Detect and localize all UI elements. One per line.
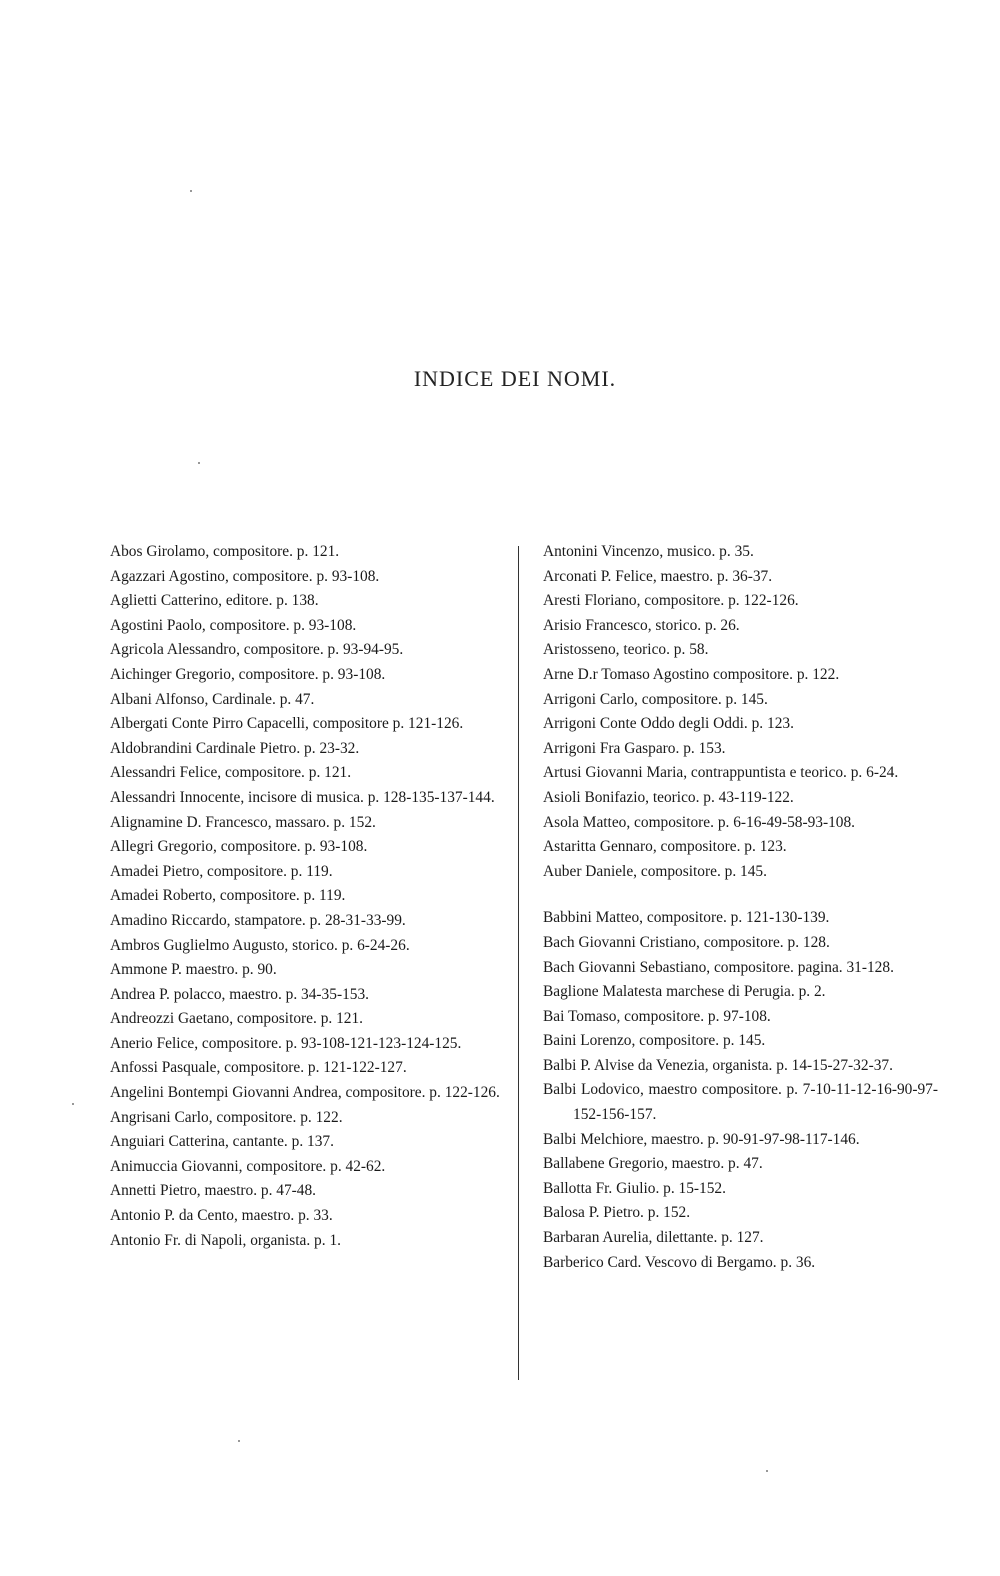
index-entry: Annetti Pietro, maestro. p. 47-48. [110, 1182, 317, 1200]
index-entry: Bai Tomaso, compositore. p. 97-108. [543, 1007, 771, 1025]
page-title: INDICE DEI NOMI. [413, 366, 617, 391]
index-entry: Antonio P. da Cento, maestro. p. 33. [110, 1207, 333, 1225]
index-entry: Artusi Giovanni Maria, contrappuntista e teorico. p. 6-24. [543, 764, 899, 782]
index-column-left [110, 540, 505, 1253]
index-entry: Asola Matteo, compositore. p. 6-16-49-58-93-108. [543, 813, 856, 831]
index-entry: Agricola Alessandro, compositore. p. 93-94-95. [110, 641, 404, 659]
index-entry: Arrigoni Fra Gasparo. p. 153. [543, 739, 726, 757]
index-entry: Balosa P. Pietro. p. 152. [543, 1204, 691, 1222]
index-entry: Angrisani Carlo, compositore. p. 122. [110, 1108, 343, 1126]
index-entry: Astaritta Gennaro, compositore. p. 123. [543, 838, 787, 856]
index-column-right [543, 540, 938, 1275]
index-entry: Agazzari Agostino, compositore. p. 93-108. [110, 567, 380, 585]
index-entry: Ambros Guglielmo Augusto, storico. p. 6-24-26. [110, 936, 410, 954]
index-group-b [543, 906, 938, 1275]
index-entry: Ammone P. maestro. p. 90. [110, 961, 277, 979]
index-entry: Anguiari Catterina, cantante. p. 137. [110, 1133, 334, 1151]
index-entry: Baini Lorenzo, compositore. p. 145. [543, 1032, 766, 1050]
index-entry: Andrea P. polacco, maestro. p. 34-35-153. [110, 985, 370, 1003]
index-entry: Animuccia Giovanni, compositore. p. 42-62. [110, 1157, 386, 1175]
index-entry: Anerio Felice, compositore. p. 93-108-121-123-124-125. [110, 1034, 462, 1052]
index-entry: Anfossi Pasquale, compositore. p. 121-122-127. [110, 1059, 407, 1077]
index-entry: Aichinger Gregorio, compositore. p. 93-108. [110, 665, 386, 683]
scan-speck [72, 1103, 74, 1105]
index-entry: Balbi P. Alvise da Venezia, organista. p. 14-15-27-32-37. [543, 1056, 893, 1074]
index-entry: Bach Giovanni Sebastiano, compositore. pagina. 31-128. [543, 958, 894, 976]
section-gap [543, 884, 938, 906]
index-entry: Amadei Pietro, compositore. p. 119. [110, 862, 333, 880]
index-entry: Albergati Conte Pirro Capacelli, compositore p. 121-126. [110, 715, 464, 733]
index-entry: Babbini Matteo, compositore. p. 121-130-139. [543, 909, 830, 927]
scan-speck [238, 1440, 240, 1442]
scan-speck [766, 1470, 768, 1472]
index-entry: Auber Daniele, compositore. p. 145. [543, 862, 767, 880]
index-entry: Angelini Bontempi Giovanni Andrea, compositore. p. 122-126. [110, 1084, 500, 1102]
index-entry: Alessandri Felice, compositore. p. 121. [110, 764, 352, 782]
index-entry: Aldobrandini Cardinale Pietro. p. 23-32. [110, 739, 360, 757]
index-entry: Arrigoni Conte Oddo degli Oddi. p. 123. [543, 715, 794, 733]
index-entry: Baglione Malatesta marchese di Perugia. p. 2. [543, 983, 826, 1001]
index-entry: Antonini Vincenzo, musico. p. 35. [543, 543, 754, 560]
index-entry: Aresti Floriano, compositore. p. 122-126. [543, 592, 799, 610]
index-entry: Barbaran Aurelia, dilettante. p. 127. [543, 1229, 764, 1247]
index-entry: Allegri Gregorio, compositore. p. 93-108. [110, 838, 368, 856]
index-group-a [543, 540, 938, 884]
index-entry: Aglietti Catterino, editore. p. 138. [110, 592, 319, 610]
index-entry: Albani Alfonso, Cardinale. p. 47. [110, 690, 315, 708]
index-entry: Balbi Lodovico, maestro compositore. p. 7-10-11-12-16-90-97-152-156-157. [543, 1081, 938, 1124]
index-entry: Abos Girolamo, compositore. p. 121. [110, 543, 340, 560]
index-entry: Amadei Roberto, compositore. p. 119. [110, 887, 346, 905]
index-entry: Andreozzi Gaetano, compositore. p. 121. [110, 1010, 364, 1028]
index-entry: Arne D.r Tomaso Agostino compositore. p. 122. [543, 665, 840, 683]
index-entry: Alignamine D. Francesco, massaro. p. 152. [110, 813, 376, 831]
index-entry: Bach Giovanni Cristiano, compositore. p. 128. [543, 933, 830, 951]
index-entry: Antonio Fr. di Napoli, organista. p. 1. [110, 1231, 341, 1249]
index-entry: Ballabene Gregorio, maestro. p. 47. [543, 1155, 763, 1173]
index-entry: Balbi Melchiore, maestro. p. 90-91-97-98-117-146. [543, 1130, 860, 1148]
index-entry: Asioli Bonifazio, teorico. p. 43-119-122. [543, 788, 794, 806]
index-entry: Barberico Card. Vescovo di Bergamo. p. 36. [543, 1253, 816, 1271]
scan-speck [190, 190, 192, 192]
column-divider [518, 546, 519, 1380]
index-entry: Alessandri Innocente, incisore di musica. p. 128-135-137-144. [110, 788, 495, 806]
index-entry: Aristosseno, teorico. p. 58. [543, 641, 709, 659]
index-entry: Agostini Paolo, compositore. p. 93-108. [110, 616, 357, 634]
index-entry: Amadino Riccardo, stampatore. p. 28-31-33-99. [110, 911, 406, 929]
scan-speck [198, 462, 200, 464]
index-entry: Arisio Francesco, storico. p. 26. [543, 616, 740, 634]
index-entry: Arconati P. Felice, maestro. p. 36-37. [543, 567, 773, 585]
index-entry: Arrigoni Carlo, compositore. p. 145. [543, 690, 768, 708]
index-entry: Ballotta Fr. Giulio. p. 15-152. [543, 1179, 726, 1197]
